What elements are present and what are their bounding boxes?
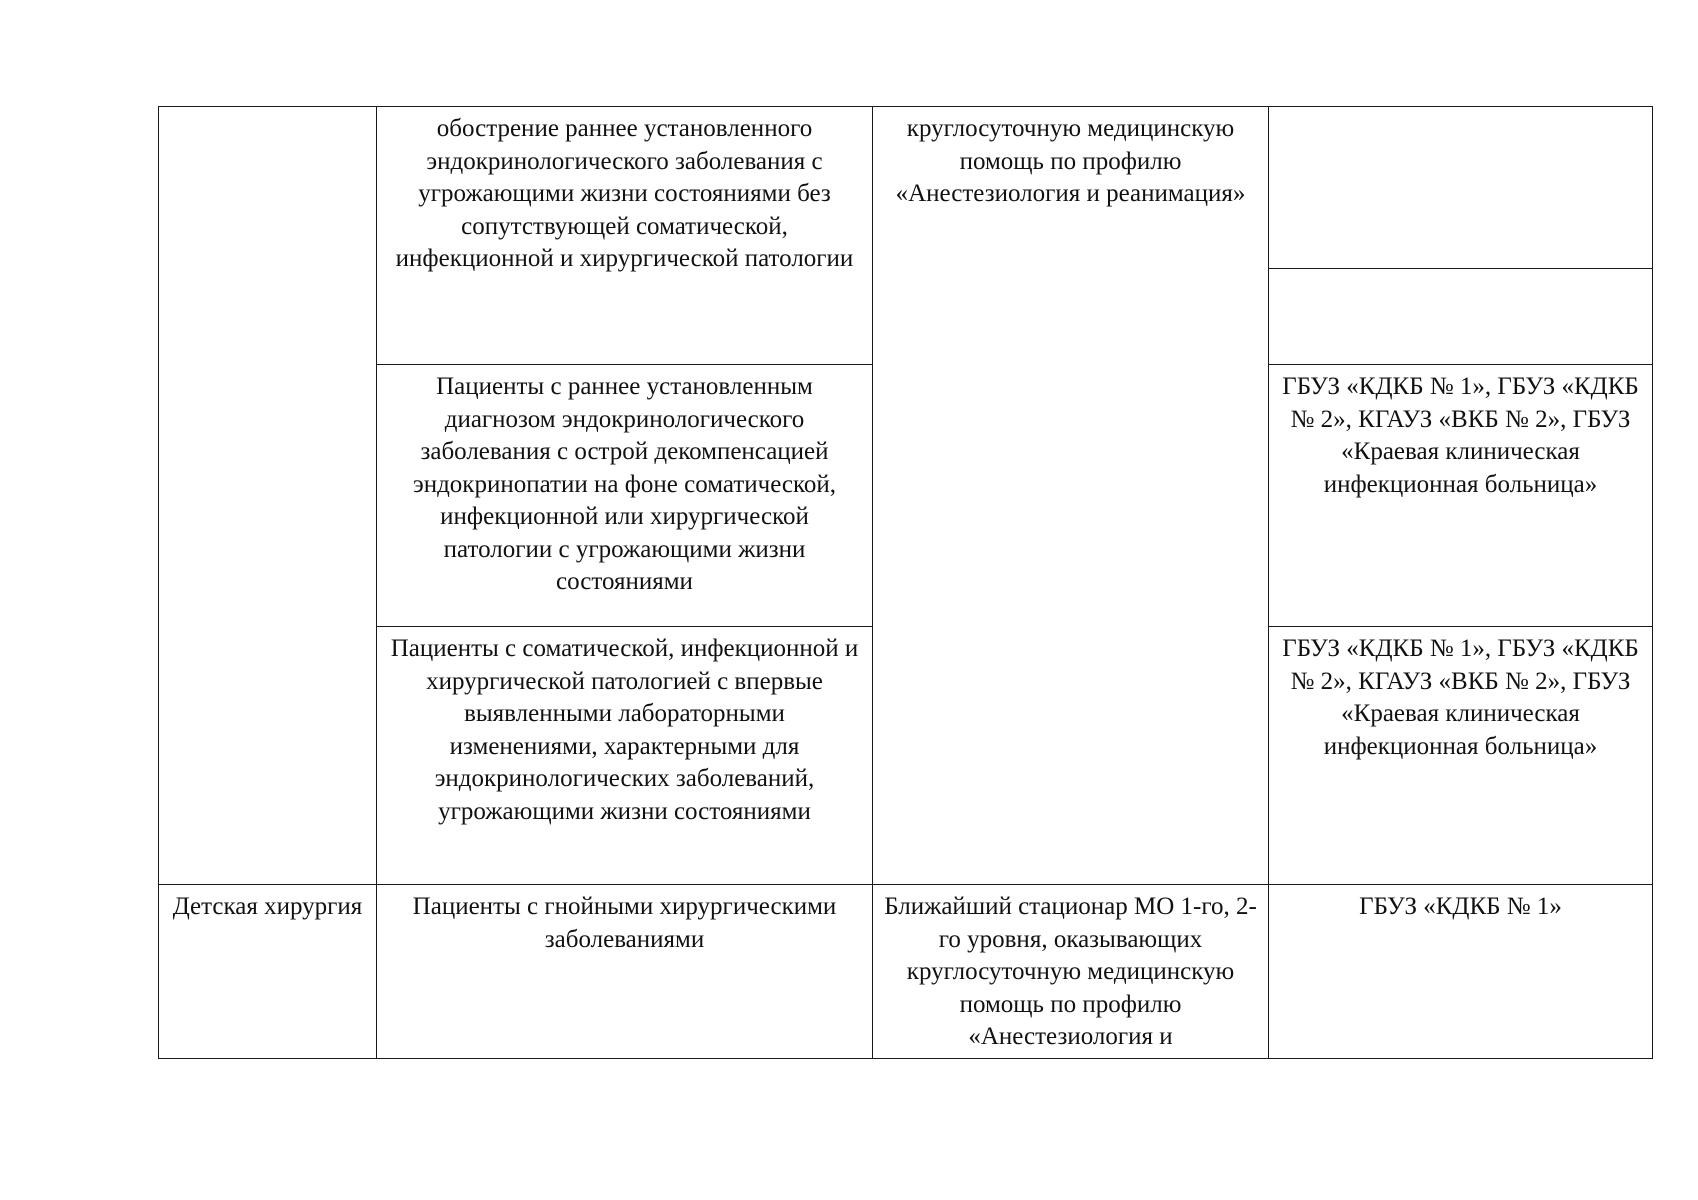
cell-stage: круглосуточную медицинскую помощь по профилю «Анестезиология и реанимация» <box>873 107 1269 885</box>
cell-patients: Пациенты с соматической, инфекционной и хирургической патологией с впервые выявленными лабораторными изменениями, характерными для эндокринологических заболеваний, угрожающими жизни состояниями <box>377 627 873 885</box>
cell-org: ГБУЗ «КДКБ № 1», ГБУЗ «КДКБ № 2», КГАУЗ «ВКБ № 2», ГБУЗ «Краевая клиническая инфекционная больница» <box>1269 627 1653 885</box>
cell-profile: Детская хирургия <box>159 885 377 1059</box>
table-row <box>159 885 1653 1059</box>
cell-org: ГБУЗ «КДКБ № 1», ГБУЗ «КДКБ № 2», КГАУЗ «ВКБ № 2», ГБУЗ «Краевая клиническая инфекционная больница» <box>1269 365 1653 627</box>
cell-patients: обострение раннее установленного эндокринологического заболевания с угрожающими жизни состояниями без сопутствующей соматической, инфекционной и хирургической патологии <box>377 107 873 365</box>
table-row <box>159 107 1653 269</box>
cell-stage: Ближайший стационар МО 1-го, 2-го уровня, оказывающих круглосуточную медицинскую помощь по профилю «Анестезиология и <box>873 885 1269 1059</box>
cell-org: ГБУЗ «КДКБ № 1» <box>1269 885 1653 1059</box>
cell-org-empty-a <box>1269 107 1653 269</box>
cell-patients: Пациенты с раннее установленным диагнозом эндокринологического заболевания с острой декомпенсацией эндокринопатии на фоне соматической, инфекционной или хирургической патологии с угрожающими жизни состояниями <box>377 365 873 627</box>
cell-org-empty-b <box>1269 269 1653 365</box>
cell-patients: Пациенты с гнойными хирургическими заболеваниями <box>377 885 873 1059</box>
cell-profile-continued <box>159 107 377 885</box>
routing-table <box>158 106 1653 1059</box>
